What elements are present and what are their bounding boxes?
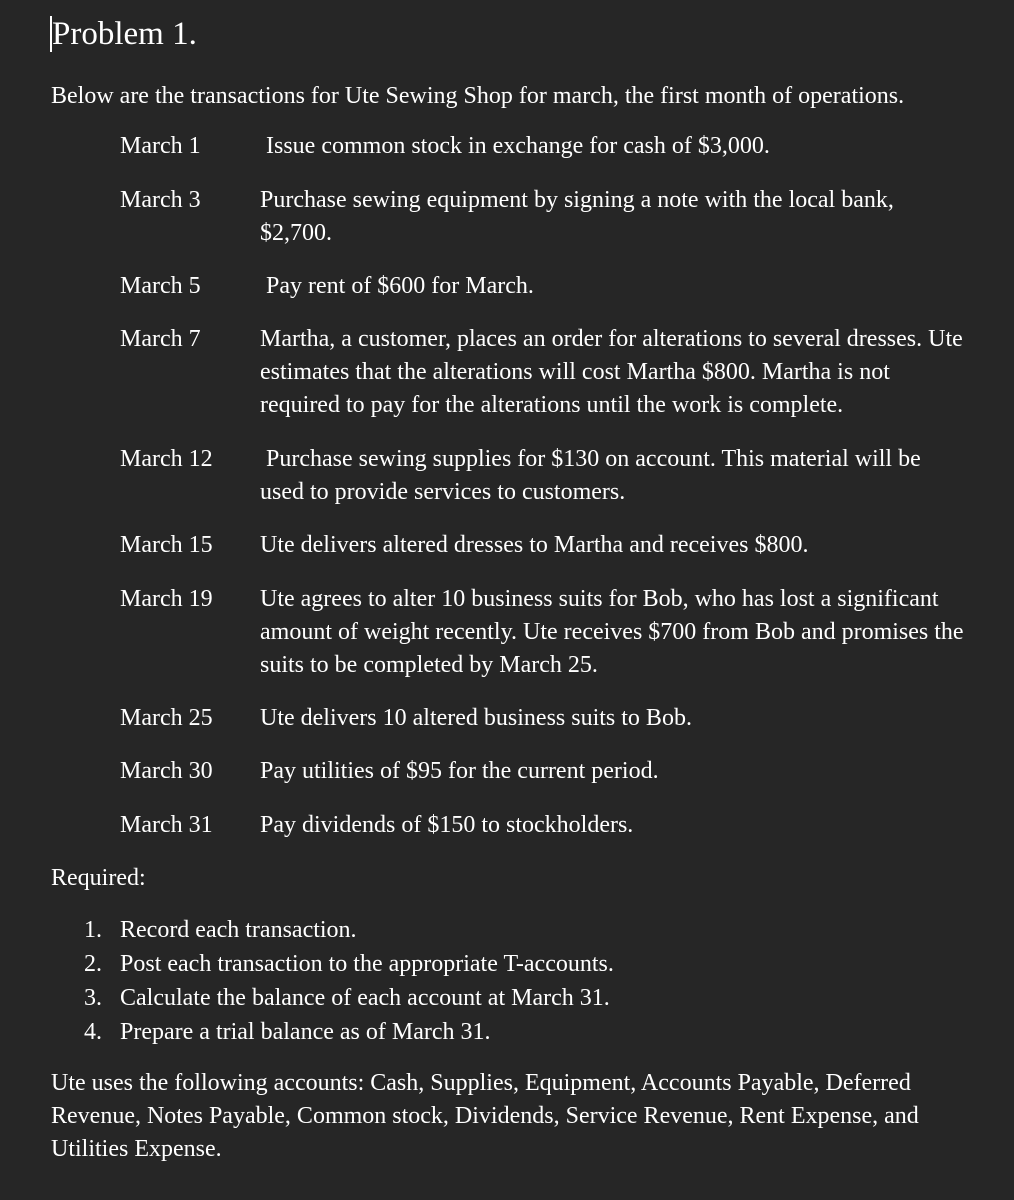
transaction-description: Ute delivers 10 altered business suits to Bob. bbox=[260, 705, 692, 731]
requirements-list bbox=[84, 913, 614, 1049]
list-item bbox=[84, 981, 614, 1015]
transaction-description: Ute agrees to alter 10 business suits for Bob, who has lost a significant amount of weight recently. Ute receives $700 from Bob and promises the suits to be completed by March 25. bbox=[260, 586, 964, 678]
transaction-description: Pay utilities of $95 for the current period. bbox=[260, 758, 659, 784]
transaction-date: March 12 bbox=[120, 446, 213, 472]
requirement-text: Record each transaction. bbox=[120, 917, 357, 943]
list-number: 3. bbox=[84, 985, 102, 1011]
transaction-date: March 7 bbox=[120, 326, 201, 352]
transaction-date: March 31 bbox=[120, 812, 213, 838]
intro-paragraph: Below are the transactions for Ute Sewing Shop for march, the first month of operations. bbox=[51, 83, 905, 109]
list-number: 2. bbox=[84, 951, 102, 977]
transaction-date: March 3 bbox=[120, 187, 201, 213]
requirement-text: Calculate the balance of each account at March 31. bbox=[120, 985, 610, 1011]
transaction-description: Pay rent of $600 for March. bbox=[266, 273, 534, 299]
requirement-text: Post each transaction to the appropriate T-accounts. bbox=[120, 951, 614, 977]
transaction-description: Purchase sewing equipment by signing a note with the local bank, $2,700. bbox=[260, 187, 894, 246]
transaction-date: March 15 bbox=[120, 532, 213, 558]
transaction-description: Martha, a customer, places an order for alterations to several dresses. Ute estimates that the alterations will cost Martha $800. Martha is not required to pay for the alterations until the work is complete. bbox=[260, 326, 963, 418]
list-item bbox=[84, 947, 614, 981]
transaction-date: March 25 bbox=[120, 705, 213, 731]
list-number: 4. bbox=[84, 1019, 102, 1045]
problem-title: Problem 1. bbox=[52, 16, 197, 52]
list-item bbox=[84, 1015, 614, 1049]
required-heading: Required: bbox=[51, 865, 146, 891]
transaction-date: March 19 bbox=[120, 586, 213, 612]
transaction-date: March 5 bbox=[120, 273, 201, 299]
transaction-description: Purchase sewing supplies for $130 on account. This material will be used to provide services to customers. bbox=[260, 446, 921, 505]
list-item bbox=[84, 913, 614, 947]
transaction-description: Pay dividends of $150 to stockholders. bbox=[260, 812, 634, 838]
transaction-date: March 30 bbox=[120, 758, 213, 784]
transaction-description: Issue common stock in exchange for cash of $3,000. bbox=[266, 133, 770, 159]
transaction-date: March 1 bbox=[120, 133, 201, 159]
transaction-description: Ute delivers altered dresses to Martha and receives $800. bbox=[260, 532, 809, 558]
list-number: 1. bbox=[84, 917, 102, 943]
accounts-paragraph: Ute uses the following accounts: Cash, Supplies, Equipment, Accounts Payable, Deferred Revenue, Notes Payable, Common stock, Dividends, Service Revenue, Rent Expense, and Utilities Expense. bbox=[51, 1070, 919, 1162]
requirement-text: Prepare a trial balance as of March 31. bbox=[120, 1019, 491, 1045]
